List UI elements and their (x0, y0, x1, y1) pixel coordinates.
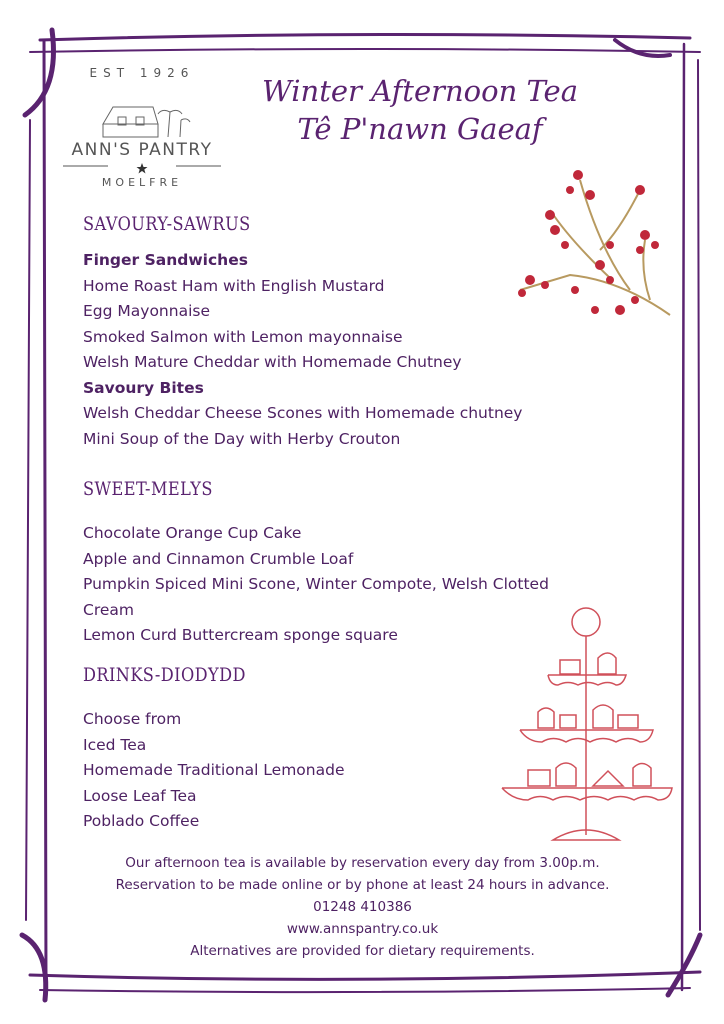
website-link[interactable]: www.annspantry.co.uk (286, 921, 439, 937)
holly-berry-branch-icon (510, 160, 680, 325)
logo-cottage-icon (58, 62, 226, 192)
phone-number[interactable]: 01248 410386 (313, 899, 412, 915)
section-heading: SAVOURY-SAWRUS (83, 213, 251, 235)
dietary-note: Alternatives are provided for dietary requirements. (190, 943, 535, 959)
menu-item: Smoked Salmon with Lemon mayonnaise (83, 327, 403, 346)
logo-place: MOELFRE (101, 176, 183, 189)
reservation-note: Reservation to be made online or by phone at least 24 hours in advance. (115, 877, 610, 893)
menu-item: Egg Mayonnaise (83, 302, 210, 320)
menu-item: Mini Soup of the Day with Herby Crouton (83, 429, 401, 448)
section-heading: DRINKS-DIODYDD (83, 664, 246, 686)
menu-item: Loose Leaf Tea (83, 786, 197, 805)
menu-item: Homemade Traditional Lemonade (83, 761, 345, 779)
menu-item: Apple and Cinnamon Crumble Loaf (83, 549, 354, 568)
section-drinks (83, 664, 344, 835)
logo-est: EST 1926 (89, 66, 195, 80)
section-savoury (83, 213, 522, 452)
menu-item: Welsh Cheddar Cheese Scones with Homemade chutney (83, 404, 523, 422)
menu-item: Cream (83, 600, 134, 619)
menu-list (83, 248, 522, 452)
section-sweet (83, 478, 549, 649)
logo-star-icon (137, 163, 148, 174)
availability-note: Our afternoon tea is available by reservation every day from 3.00p.m. (125, 855, 600, 871)
menu-item: Iced Tea (83, 735, 147, 754)
menu-item: Choose from (83, 710, 182, 728)
subheading: Savoury Bites (83, 378, 204, 397)
title-english: Winter Afternoon Tea (261, 74, 579, 108)
menu-list (83, 707, 344, 835)
anns-pantry-logo (58, 62, 226, 192)
menu-item: Pumpkin Spiced Mini Scone, Winter Compote, Welsh Clotted (83, 575, 549, 593)
page-title (235, 72, 605, 148)
subheading: Finger Sandwiches (83, 251, 248, 269)
menu-item: Lemon Curd Buttercream sponge square (83, 626, 398, 644)
menu-item: Poblado Coffee (83, 812, 200, 830)
menu-item: Chocolate Orange Cup Cake (83, 524, 302, 542)
menu-item: Welsh Mature Cheddar with Homemade Chutney (83, 353, 462, 371)
section-heading: SWEET-MELYS (83, 478, 213, 500)
footer-info (40, 852, 685, 962)
menu-item: Home Roast Ham with English Mustard (83, 276, 385, 295)
logo-name: ANN'S PANTRY (71, 140, 213, 160)
menu-list (83, 521, 549, 649)
title-welsh: Tê P'nawn Gaeaf (297, 112, 543, 146)
